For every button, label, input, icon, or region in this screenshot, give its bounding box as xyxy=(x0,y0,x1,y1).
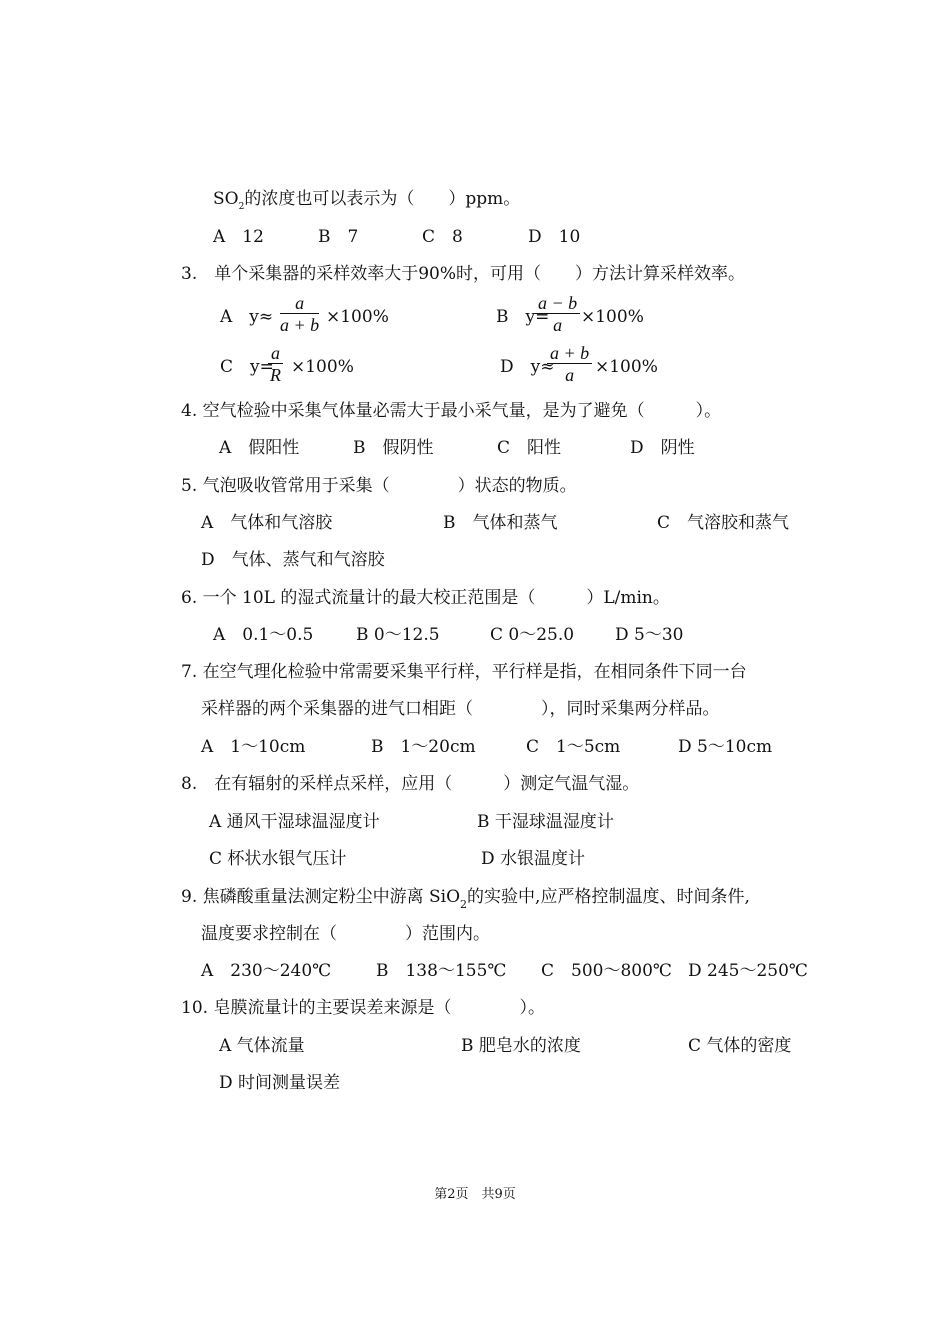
q8-option-c: C 杯状水银气压计 xyxy=(209,849,347,869)
page-number-footer: 第2页 共9页 xyxy=(434,1187,516,1202)
q2-stem: $SO_2$的浓度也可以表示为（ ）ppm。 xyxy=(213,189,521,212)
q5-stem: 5. 气泡吸收管常用于采集（ ）状态的物质。 xyxy=(181,476,577,496)
q5-option-d: D 气体、蒸气和气溶胶 xyxy=(201,550,385,570)
q3-option-b-fraction xyxy=(535,293,580,336)
q2-option-b: B 7 xyxy=(318,227,359,247)
q3-option-d-fraction xyxy=(547,343,592,386)
q10-option-c: C 气体的密度 xyxy=(688,1036,792,1056)
q2-option-d: D 10 xyxy=(528,227,581,247)
q4-option-d: D 阴性 xyxy=(630,438,695,458)
q9-option-a: A 230～240℃ xyxy=(201,961,332,981)
q3-option-c-label: C y= xyxy=(220,357,274,377)
q5-option-b: B 气体和蒸气 xyxy=(443,513,558,533)
q8-option-b: B 干湿球温湿度计 xyxy=(477,812,614,832)
fraction-denominator: a xyxy=(565,365,575,385)
q9-option-d: D 245～250℃ xyxy=(688,961,808,981)
q3-stem: 3. 单个采集器的采样效率大于90%时，可用（ ）方法计算采样效率。 xyxy=(181,264,746,284)
q4-option-c: C 阳性 xyxy=(497,438,562,458)
q6-option-d: D 5～30 xyxy=(615,625,684,645)
q7-option-a: A 1～10cm xyxy=(201,737,306,757)
q5-option-c: C 气溶胶和蒸气 xyxy=(657,513,790,533)
q3-option-b-label: B y= xyxy=(496,307,550,327)
q6-option-a: A 0.1～0.5 xyxy=(213,625,314,645)
q3-option-d-suffix: ×100% xyxy=(595,357,658,377)
q10-option-d: D 时间测量误差 xyxy=(219,1073,341,1093)
q5-option-a: A 气体和气溶胶 xyxy=(201,513,333,533)
q4-option-b: B 假阴性 xyxy=(353,438,434,458)
q7-option-d: D 5～10cm xyxy=(678,737,773,757)
q8-option-d: D 水银温度计 xyxy=(481,849,586,869)
q2-option-a: A 12 xyxy=(213,227,264,247)
q6-stem: 6. 一个 10L 的湿式流量计的最大校正范围是（ ）L/min。 xyxy=(181,588,670,608)
q3-option-a-label: A y≈ xyxy=(220,307,274,327)
q9-option-c: C 500～800℃ xyxy=(541,961,672,981)
q6-option-c: C 0～25.0 xyxy=(490,625,575,645)
q4-stem: 4. 空气检验中采集气体量必需大于最小采气量，是为了避免（ ）。 xyxy=(181,401,722,421)
fraction-denominator: a + b xyxy=(280,315,320,335)
q4-option-a: A 假阳性 xyxy=(219,438,300,458)
fraction-numerator: a − b xyxy=(535,293,580,314)
q9-stem-line1: 9. 焦磷酸重量法测定粉尘中游离 SiO$_2$的实验中,应严格控制温度、时间条件, xyxy=(181,887,750,911)
q3-option-c-suffix: ×100% xyxy=(291,357,354,377)
q6-option-b: B 0～12.5 xyxy=(356,625,440,645)
fraction-numerator: a xyxy=(280,293,319,314)
fraction-denominator: a xyxy=(553,315,563,335)
q7-stem-line2: 采样器的两个采集器的进气口相距（ ），同时采集两分样品。 xyxy=(201,699,720,719)
q2-option-c: C 8 xyxy=(422,227,463,247)
q9-option-b: B 138～155℃ xyxy=(376,961,507,981)
q3-option-a-fraction xyxy=(280,293,319,336)
q7-stem-line1: 7. 在空气理化检验中常需要采集平行样，平行样是指，在相同条件下同一台 xyxy=(181,662,747,682)
q8-stem: 8. 在有辐射的采样点采样，应用（ ）测定气温气湿。 xyxy=(181,774,640,794)
q3-option-c-fraction xyxy=(268,343,283,386)
q3-option-d-label: D y≈ xyxy=(500,357,555,377)
fraction-denominator: R xyxy=(270,365,281,385)
q10-option-b: B 肥皂水的浓度 xyxy=(461,1036,581,1056)
q10-stem: 10. 皂膜流量计的主要误差来源是（ ）。 xyxy=(181,998,545,1018)
q10-option-a: A 气体流量 xyxy=(219,1036,305,1056)
q3-option-a-suffix: ×100% xyxy=(326,307,389,327)
q8-option-a: A 通风干湿球温湿度计 xyxy=(209,812,380,832)
q9-stem-line2: 温度要求控制在（ ）范围内。 xyxy=(201,924,490,944)
fraction-numerator: a xyxy=(268,343,283,364)
q7-option-b: B 1～20cm xyxy=(371,737,476,757)
fraction-numerator: a + b xyxy=(547,343,592,364)
q3-option-b-suffix: ×100% xyxy=(581,307,644,327)
q7-option-c: C 1～5cm xyxy=(526,737,621,757)
